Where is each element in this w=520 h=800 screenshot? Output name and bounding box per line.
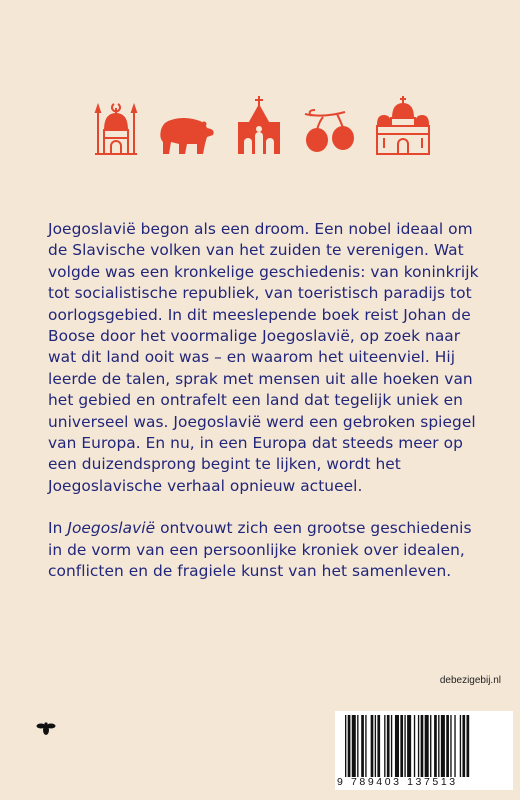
barcode-bar xyxy=(404,715,405,777)
blurb-paragraph-2 xyxy=(48,518,488,582)
barcode-bar xyxy=(418,715,419,777)
barcode-bar xyxy=(400,715,403,777)
barcode-bar xyxy=(460,715,461,777)
barcode-bar xyxy=(430,715,431,777)
barcode-bar xyxy=(414,715,415,777)
icon-row xyxy=(92,92,432,156)
olive-branch-icon xyxy=(301,108,357,156)
barcode-bar xyxy=(446,715,449,777)
isbn-barcode xyxy=(335,711,513,790)
bee-icon xyxy=(36,722,56,736)
barcode-bar xyxy=(391,715,392,777)
barcode-bar xyxy=(421,715,424,777)
barcode-bar xyxy=(375,715,376,777)
barcode-bar xyxy=(441,715,445,777)
blurb-paragraph-1: Joegoslavië begon als een droom. Een nobel ideaal om de Slavische volken van het zuiden te verenigen. Wat volgde was een kronkelige geschiedenis: van koninkrijk tot socialistische republiek, van toeristisch paradijs tot oorlogsgebied. In dit meeslepende boek reist Johan de Boose door het voormalige Joegoslavië, op zoek naar wat dit land ooit was – en waarom het uiteenviel. Hij leerde de talen, sprak met mensen uit alle hoeken van het gebied en ontrafelt een land dat tegelijk uniek en universeel was. Joegoslavië werd een gebroken spiegel van Europa. En nu, in een Europa dat steeds meer op een duizendsprong begint te lijken, wordt het Joegoslavische verhaal opnieuw actueel. xyxy=(48,220,479,495)
blurb-p2-lead: In xyxy=(48,519,63,538)
barcode-bar xyxy=(454,715,455,777)
barcode-bar xyxy=(438,715,439,777)
barcode-bar xyxy=(365,715,366,777)
barcode-bar xyxy=(450,715,451,777)
barcode-bar xyxy=(395,715,399,777)
barcode-bar xyxy=(371,715,374,777)
mosque-icon xyxy=(92,98,140,156)
barcode-bar xyxy=(345,715,346,777)
barcode-bar xyxy=(384,715,385,777)
bear-icon xyxy=(157,112,217,156)
barcode-bar xyxy=(357,715,358,777)
barcode-bar xyxy=(462,715,465,777)
barcode-bar xyxy=(348,715,351,777)
back-cover-blurb xyxy=(48,219,488,583)
barcode-bar xyxy=(467,715,470,777)
book-title: Joegoslavië xyxy=(67,519,156,538)
barcode-bar xyxy=(434,715,437,777)
blurb-p2-rest: ontvouwt zich een grootse geschiedenis in de vorm van een persoonlijke kroniek over idealen, conflicten en de fragiele kunst van het samenleven. xyxy=(48,519,472,581)
barcode-bar xyxy=(352,715,356,777)
isbn-digits: 9 789403 137513 xyxy=(337,776,458,788)
barcode-bar xyxy=(361,715,364,777)
barcode-bar xyxy=(387,715,390,777)
cathedral-icon xyxy=(374,96,432,156)
publisher-website: debezigebij.nl xyxy=(439,675,501,686)
church-icon xyxy=(234,96,284,156)
barcode-bar xyxy=(425,715,429,777)
barcode-bar xyxy=(407,715,411,777)
barcode-bar xyxy=(377,715,380,777)
barcode-bars xyxy=(345,715,505,777)
